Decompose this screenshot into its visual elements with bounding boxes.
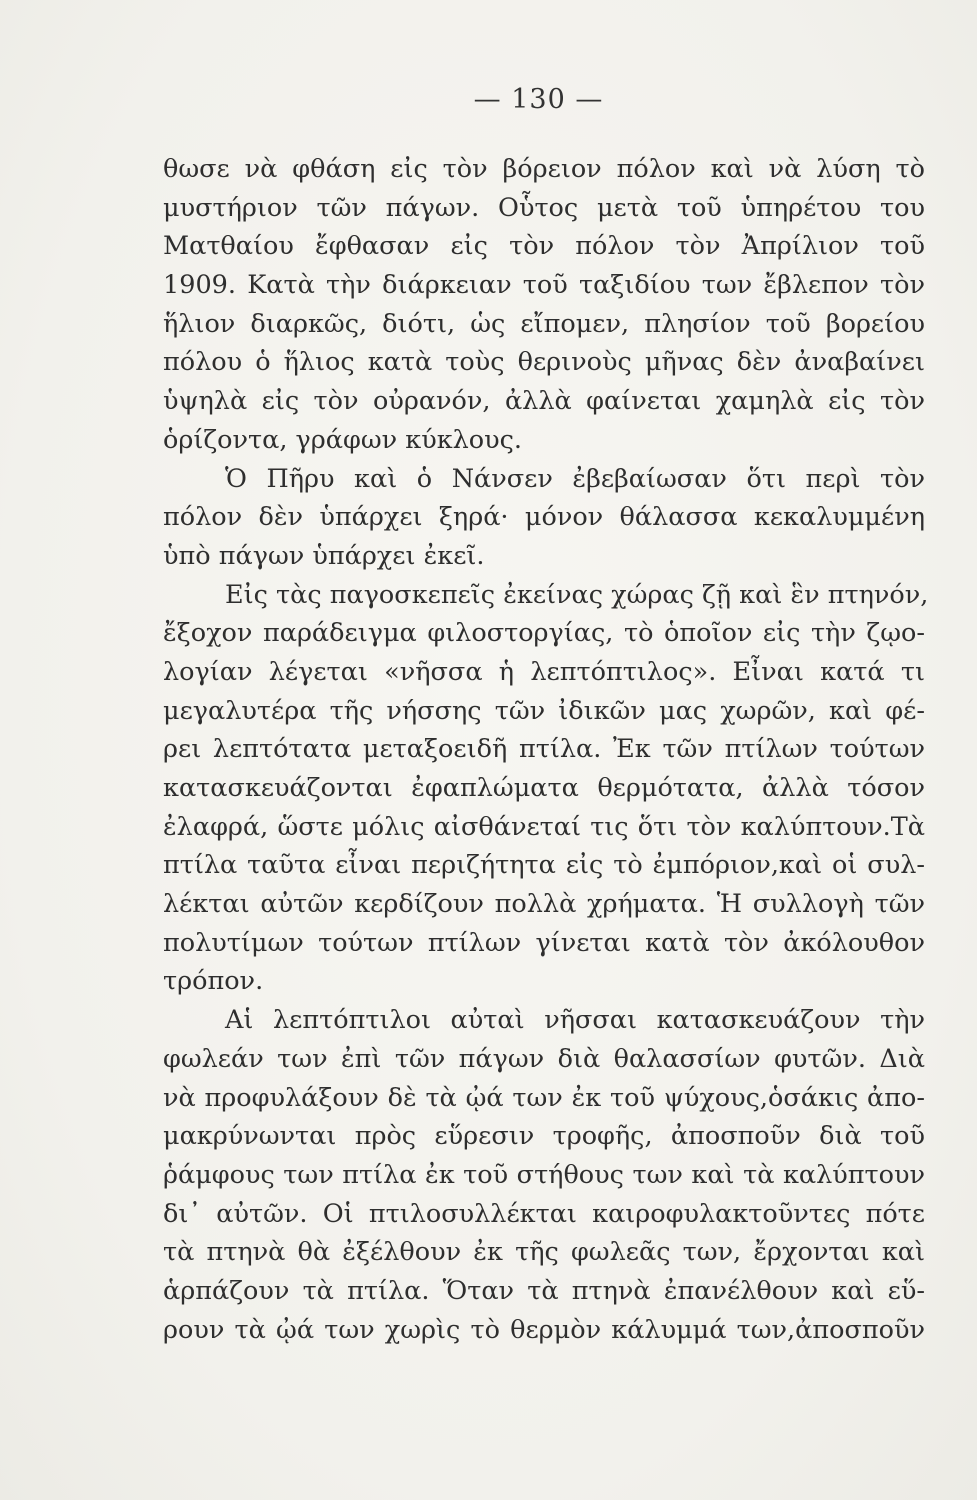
text-line: Εἰς τὰς παγοσκεπεῖς ἐκείνας χώρας ζῇ καὶ ἓν πτηνόν,: [225, 579, 929, 610]
text-line: Ὁ Πῆρυ καὶ ὁ Νάνσεν ἐβεβαίωσαν ὅτι περὶ τὸν: [225, 463, 925, 494]
text-line: τρόπον.: [163, 966, 264, 997]
text-line: Αἱ λεπτόπτιλοι αὐταὶ νῆσσαι κατασκευάζουν τὴν: [225, 1005, 925, 1036]
page-number: — 130 —: [473, 84, 604, 115]
text-line: δι᾿ αὐτῶν. Οἱ πτιλοσυλλέκται καιροφυλακτοῦντες πότε: [163, 1198, 925, 1229]
text-line: ἐλαφρά, ὥστε μόλις αἰσθάνεταί τις ὅτι τὸν καλύπτουν.Τὰ: [163, 811, 925, 842]
text-line: ἥλιον διαρκῶς, διότι, ὡς εἴπομεν, πλησίον τοῦ βορείου: [163, 308, 925, 339]
text-line: λέκται αὐτῶν κερδίζουν πολλὰ χρήματα. Ἡ συλλογὴ τῶν: [163, 889, 925, 920]
text-line: πολυτίμων τούτων πτίλων γίνεται κατὰ τὸν ἀκόλουθον: [163, 927, 925, 958]
text-line: μεγαλυτέρα τῆς νήσσης τῶν ἰδικῶν μας χωρῶν, καὶ φέ-: [163, 695, 925, 726]
text-line: ἔξοχον παράδειγμα φιλοστοργίας, τὸ ὁποῖον εἰς τὴν ζῳο-: [163, 618, 925, 649]
text-line: κατασκευάζονται ἐφαπλώματα θερμότατα, ἀλλὰ τόσον: [163, 773, 925, 803]
text-line: ἁρπάζουν τὰ πτίλα. Ὅταν τὰ πτηνὰ ἐπανέλθουν καὶ εὕ-: [163, 1275, 925, 1306]
text-line: θωσε νὰ φθάση εἰς τὸν βόρειον πόλον καὶ νὰ λύση τὸ: [163, 154, 925, 184]
text-line: λογίαν λέγεται «νῆσσα ἡ λεπτόπτιλος». Εἶναι κατά τι: [163, 656, 925, 687]
text-line: τὰ πτηνὰ θὰ ἐξέλθουν ἐκ τῆς φωλεᾶς των, ἔρχονται καὶ: [163, 1237, 925, 1268]
text-line: ρει λεπτότατα μεταξοειδῆ πτίλα. Ἐκ τῶν πτίλων τούτων: [163, 734, 925, 765]
body-text: [163, 150, 929, 1349]
text-line: νὰ προφυλάξουν δὲ τὰ ᾠά των ἐκ τοῦ ψύχους,ὁσάκις ἀπο-: [163, 1082, 925, 1113]
text-line: πτίλα ταῦτα εἶναι περιζήτητα εἰς τὸ ἐμπόριον,καὶ οἱ συλ-: [163, 850, 925, 881]
text-line: μυστήριον τῶν πάγων. Οὗτος μετὰ τοῦ ὑπηρέτου του: [163, 192, 925, 223]
text-line: ῥάμφους των πτίλα ἐκ τοῦ στήθους των καὶ τὰ καλύπτουν: [163, 1159, 925, 1190]
text-line: ὁρίζοντα, γράφων κύκλους.: [163, 424, 523, 455]
text-line: πόλου ὁ ἥλιος κατὰ τοὺς θερινοὺς μῆνας δὲν ἀναβαίνει: [163, 347, 925, 378]
text-line: μακρύνωνται πρὸς εὕρεσιν τροφῆς, ἀποσποῦν διὰ τοῦ: [163, 1121, 925, 1152]
text-line: ὑψηλὰ εἰς τὸν οὐρανόν, ἀλλὰ φαίνεται χαμηλὰ εἰς τὸν: [163, 386, 925, 417]
text-line: ὑπὸ πάγων ὑπάρχει ἐκεῖ.: [163, 540, 485, 571]
text-line: πόλον δὲν ὑπάρχει ξηρά· μόνον θάλασσα κεκαλυμμένη: [163, 502, 925, 533]
text-line: 1909. Κατὰ τὴν διάρκειαν τοῦ ταξιδίου των ἔβλεπον τὸν: [163, 270, 925, 301]
text-line: Ματθαίου ἔφθασαν εἰς τὸν πόλον τὸν Ἀπρίλιον τοῦ: [163, 231, 925, 262]
text-line: ρουν τὰ ᾠά των χωρὶς τὸ θερμὸν κάλυμμά των,ἀποσποῦν: [163, 1314, 925, 1345]
text-line: φωλεάν των ἐπὶ τῶν πάγων διὰ θαλασσίων φυτῶν. Διὰ: [163, 1043, 925, 1074]
